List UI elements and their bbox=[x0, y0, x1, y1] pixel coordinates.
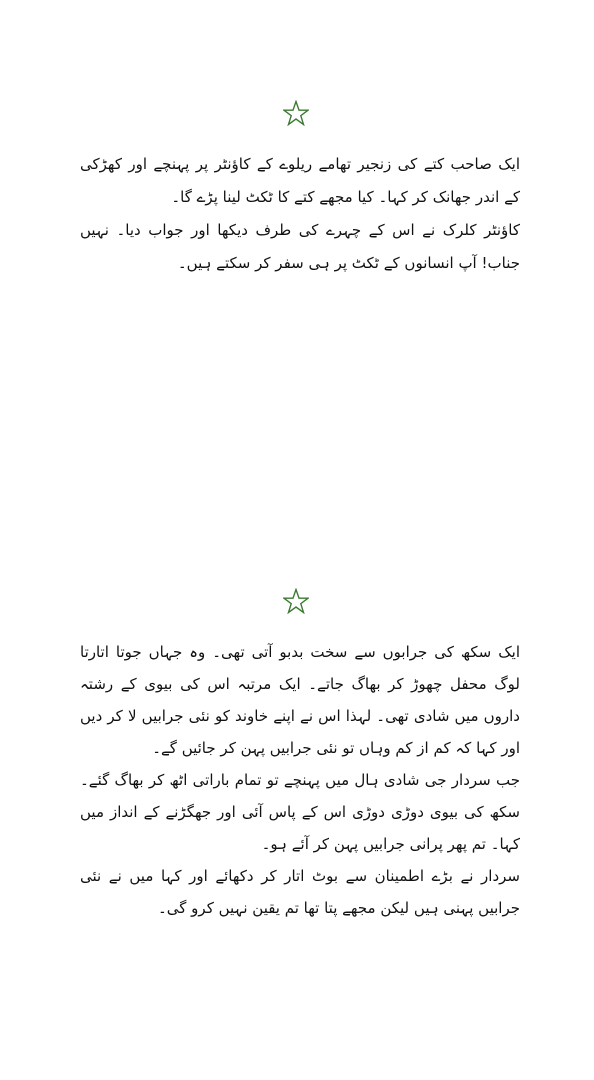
story-1 bbox=[80, 148, 520, 280]
story-1-paragraph-2: کاؤنٹر کلرک نے اس کے چہرے کی طرف دیکھا اور جواب دیا۔ نہیں جناب! آپ انسانوں کے ٹکٹ پر ہی سفر کر سکتے ہیں۔ bbox=[80, 221, 520, 272]
star-icon bbox=[283, 588, 309, 614]
story-2-paragraph-1: ایک سکھ کی جرابوں سے سخت بدبو آتی تھی۔ وہ جہاں جوتا اتارتا لوگ محفل چھوڑ کر بھاگ جاتے۔ ایک مرتبہ اس کی بیوی کے رشتہ داروں میں شادی تھی۔ لہذا اس نے اپنے خاوند کو نئی جرابیں لا کر دیں اور کہا کہ کم از کم وہاں تو نئی جرابیں پہن کر جائیں گے۔ bbox=[80, 643, 520, 757]
story-1-paragraph-1: ایک صاحب کتے کی زنجیر تھامے ریلوے کے کاؤنٹر پر پہنچے اور کھڑکی کے اندر جھانک کر کہا۔ کیا مجھے کتے کا ٹکٹ لینا پڑے گا۔ bbox=[80, 155, 520, 206]
star-icon bbox=[283, 100, 309, 126]
story-2-paragraph-2: جب سردار جی شادی ہال میں پہنچے تو تمام باراتی اٹھ کر بھاگ گئے۔ سکھ کی بیوی دوڑی دوڑی اس کے پاس آئی اور جھگڑنے کے انداز میں کہا۔ تم پھر پرانی جرابیں پہن کر آئے ہو۔ bbox=[80, 771, 520, 853]
story-2-paragraph-3: سردار نے بڑے اطمینان سے بوٹ اتار کر دکھائے اور کہا میں نے نئی جرابیں پہنی ہیں لیکن مجھے پتا تھا تم یقین نہیں کرو گی۔ bbox=[80, 867, 520, 917]
story-2 bbox=[80, 636, 520, 924]
